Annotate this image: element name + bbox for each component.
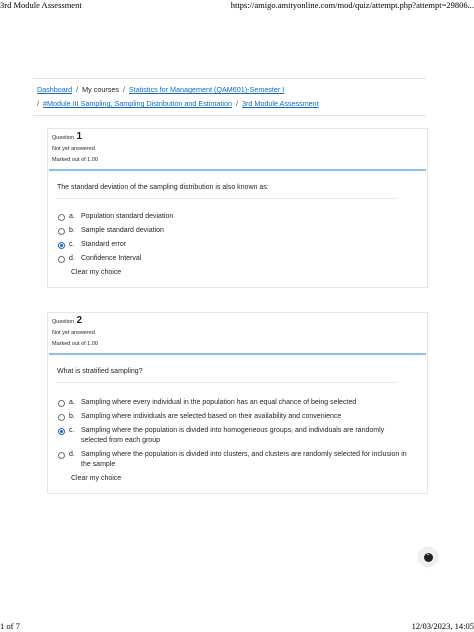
answer-option-b[interactable] — [58, 227, 408, 236]
option-letter: a. — [69, 399, 75, 406]
breadcrumb-dashboard-link[interactable]: Dashboard — [37, 85, 73, 94]
option-letter: b. — [69, 227, 75, 234]
breadcrumb-my-courses: My courses — [82, 85, 119, 94]
print-page-number: 1 of 7 — [0, 621, 20, 631]
question-label: Question — [52, 135, 75, 141]
answer-option-d[interactable] — [58, 255, 408, 264]
answer-option-c[interactable] — [58, 241, 408, 250]
radio-button-checked[interactable] — [58, 242, 65, 249]
question-text: The standard deviation of the sampling distribution is also known as: — [57, 184, 397, 199]
answer-options — [58, 213, 408, 276]
breadcrumb-module-link[interactable]: #Module III Sampling, Sampling Distribution and Estimation — [43, 99, 232, 108]
clear-choice-link[interactable]: Clear my choice — [71, 269, 122, 276]
radio-button-checked[interactable] — [58, 428, 65, 435]
print-timestamp: 12/03/2023, 14:05 — [411, 621, 474, 631]
question-state: Not yet answered — [52, 146, 95, 152]
breadcrumb-separator: / — [122, 85, 125, 94]
breadcrumb-assessment-link[interactable]: 3rd Module Assessment — [241, 99, 319, 108]
answer-option-c[interactable] — [58, 427, 408, 446]
answer-options — [58, 399, 408, 482]
question-label: Question — [52, 319, 75, 325]
option-letter: d. — [69, 255, 75, 262]
question-formulation — [49, 169, 426, 287]
question-number: 2 — [76, 315, 83, 326]
option-text: Sampling where the population is divided into clusters, and clusters are randomly selected for inclusion in the sample — [81, 451, 407, 468]
breadcrumb-separator: / — [235, 99, 238, 108]
radio-button[interactable] — [58, 414, 65, 421]
arrow-up-icon: ⌃ — [425, 554, 431, 560]
question-2 — [47, 312, 428, 494]
clear-choice-link[interactable]: Clear my choice — [71, 475, 122, 482]
option-letter: c. — [69, 427, 75, 434]
option-text: Confidence Interval — [81, 255, 142, 262]
print-footer — [0, 620, 474, 632]
option-text: Sampling where every individual in the population has an equal chance of being selected — [81, 399, 357, 406]
question-grade: Marked out of 1.00 — [52, 157, 98, 163]
option-text: Standard error — [81, 241, 127, 248]
option-text: Sample standard deviation — [81, 227, 164, 234]
breadcrumb-row-1 — [37, 85, 284, 94]
option-text: Sampling where individuals are selected based on their availability and convenience — [81, 413, 342, 420]
breadcrumb — [33, 78, 426, 116]
option-letter: b. — [69, 413, 75, 420]
print-header — [0, 0, 474, 12]
back-to-top-button[interactable] — [419, 548, 437, 566]
print-page-title: 3rd Module Assessment — [0, 0, 82, 10]
option-text: Population standard deviation — [81, 213, 174, 220]
option-letter: a. — [69, 213, 75, 220]
option-text: Sampling where the population is divided into homogeneous groups, and individuals are randomly selected from each group — [81, 427, 385, 444]
question-1 — [47, 128, 428, 288]
radio-button[interactable] — [58, 452, 65, 459]
answer-option-b[interactable] — [58, 413, 408, 422]
print-page-url: https://amigo.amityonline.com/mod/quiz/attempt.php?attempt=29806... — [230, 0, 474, 10]
radio-button[interactable] — [58, 228, 65, 235]
breadcrumb-row-2 — [37, 99, 319, 108]
question-text: What is stratified sampling? — [57, 368, 397, 383]
radio-button[interactable] — [58, 256, 65, 263]
breadcrumb-course-link[interactable]: Statistics for Management (QAM601)-Semester I — [128, 85, 285, 94]
radio-button[interactable] — [58, 214, 65, 221]
answer-option-d[interactable] — [58, 451, 408, 470]
question-formulation — [49, 353, 426, 493]
breadcrumb-separator: / — [76, 85, 79, 94]
option-letter: c. — [69, 241, 75, 248]
question-number: 1 — [76, 131, 83, 142]
question-state: Not yet answered — [52, 330, 95, 336]
answer-option-a[interactable] — [58, 399, 408, 408]
answer-option-a[interactable] — [58, 213, 408, 222]
radio-button[interactable] — [58, 400, 65, 407]
breadcrumb-separator: / — [37, 99, 39, 108]
question-grade: Marked out of 1.00 — [52, 341, 98, 347]
option-letter: d. — [69, 451, 75, 458]
